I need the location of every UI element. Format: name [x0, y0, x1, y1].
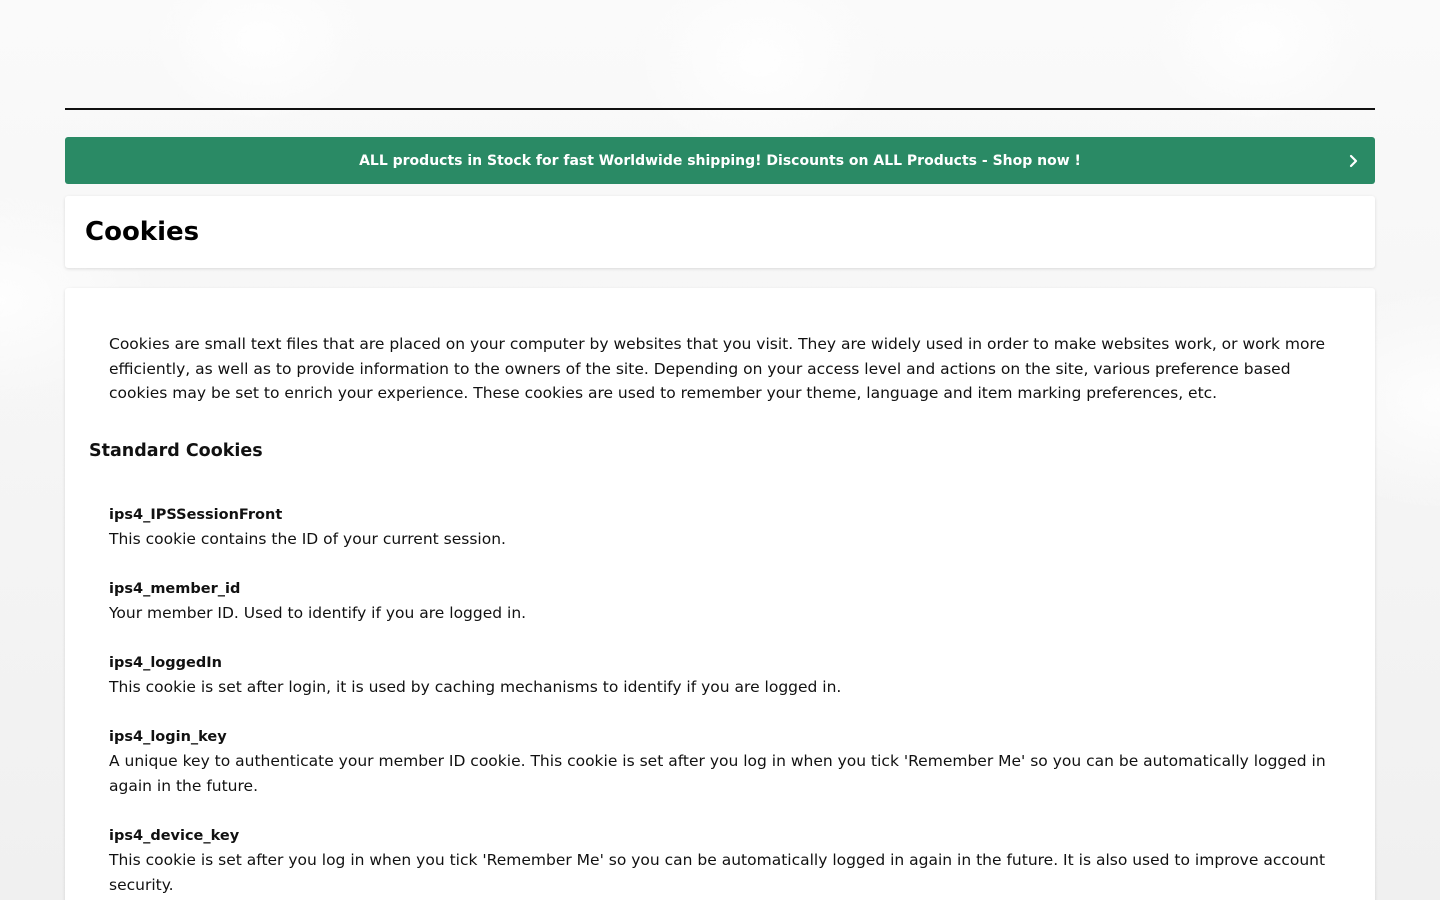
cookie-entry: [109, 577, 1331, 626]
page-title-box: [65, 196, 1375, 268]
announcement-text[interactable]: ALL products in Stock for fast Worldwide shipping! Discounts on ALL Products - Shop now !: [359, 152, 1081, 169]
chevron-right-icon[interactable]: [1347, 154, 1361, 168]
cookie-description: Your member ID. Used to identify if you are logged in.: [109, 604, 527, 622]
site-header: [65, 0, 1375, 110]
section-heading: Standard Cookies: [89, 441, 263, 461]
cookie-description: This cookie is set after you log in when you tick 'Remember Me' so you can be automatically logged in again in the future. It is also used to improve account security.: [109, 851, 1326, 894]
cookie-name: ips4_login_key: [109, 729, 227, 745]
cookie-entry: [109, 725, 1331, 798]
cookie-entry: [109, 651, 1331, 700]
cookie-name: ips4_device_key: [109, 828, 240, 844]
cookie-description: This cookie contains the ID of your current session.: [109, 530, 506, 548]
cookie-description: This cookie is set after login, it is used by caching mechanisms to identify if you are logged in.: [109, 678, 842, 696]
page-title: Cookies: [85, 217, 200, 247]
cookie-entry: [109, 824, 1331, 897]
intro-paragraph: Cookies are small text files that are placed on your computer by websites that you visit. They are widely used in order to make websites work, or work more efficiently, as well as to provide information to the owners of the site. Depending on your access level and actions on the site, various preference based cookies may be set to enrich your experience. These cookies are used to remember your theme, language and item marking preferences, etc.: [109, 335, 1326, 402]
announcement-bar[interactable]: [65, 137, 1375, 184]
cookie-name: ips4_member_id: [109, 581, 241, 597]
cookie-name: ips4_loggedIn: [109, 655, 222, 671]
cookie-description: A unique key to authenticate your member ID cookie. This cookie is set after you log in when you tick 'Remember Me' so you can be automatically logged in again in the future.: [109, 752, 1326, 795]
cookie-policy-content: [65, 288, 1375, 900]
cookie-name: ips4_IPSSessionFront: [109, 507, 283, 523]
cookie-entry: [109, 503, 1331, 552]
